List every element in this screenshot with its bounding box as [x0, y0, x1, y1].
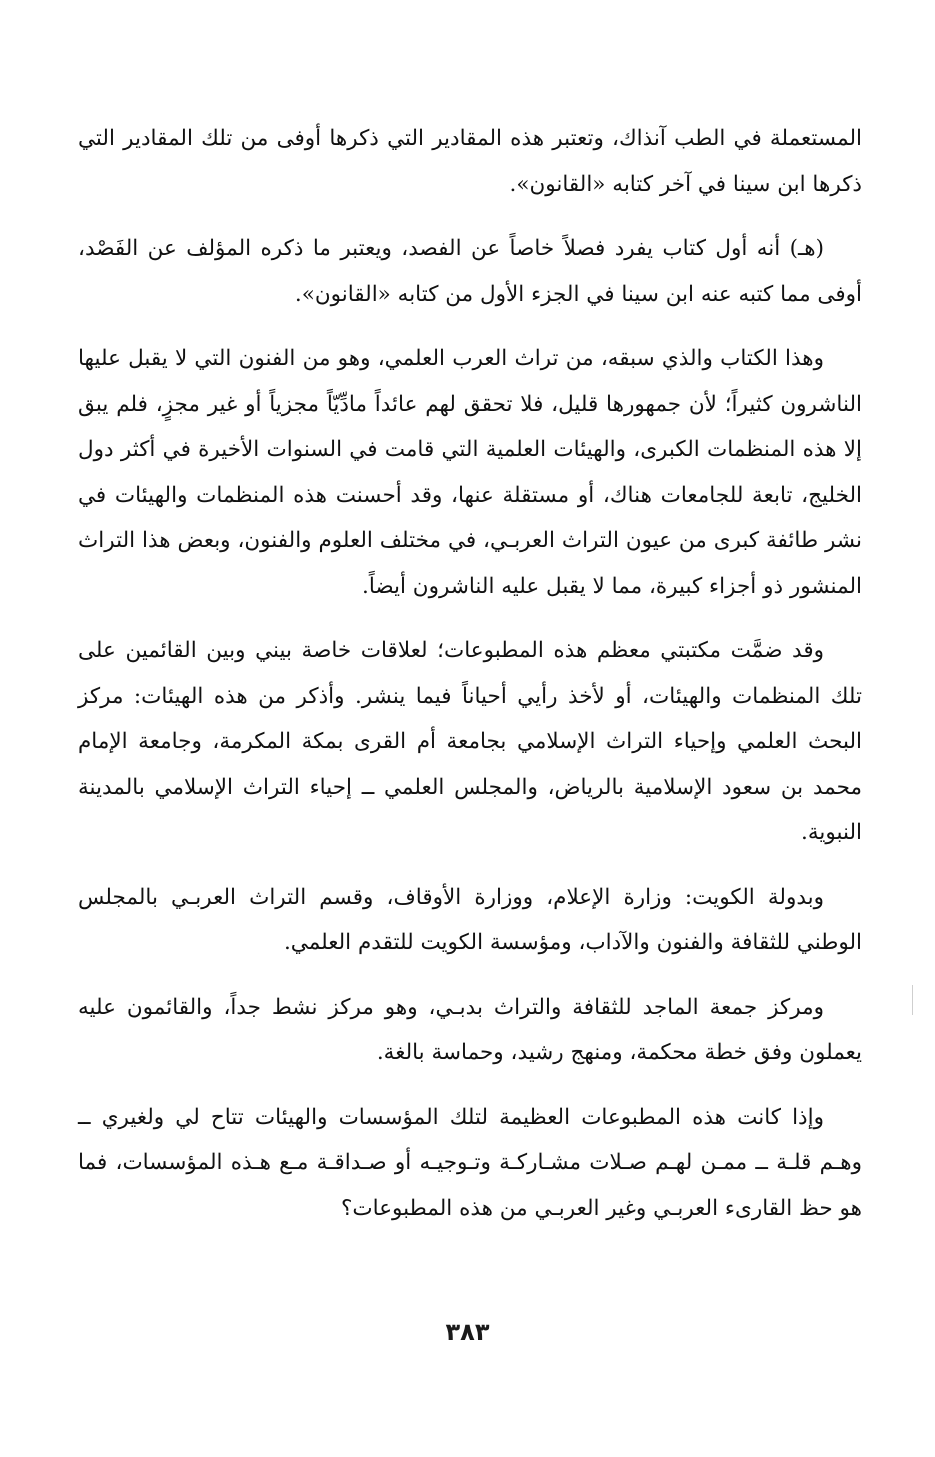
paragraph-library-holdings: وقد ضمَّت مكتبتي معظم هذه المطبوعات؛ لعلاقات خاصة بيني وبين القائمين على تلك المنظمات والهيئات، أو لأخذ رأيي أحياناً فيما ينشر. وأذكر من هذه الهيئات: مركز البحث العلمي وإحياء التراث الإسلامي بجامعة أم القرى بمكة المكرمة، وجامعة الإمام محمد بن سعود الإسلامية بالرياض، والمجلس العلمي ــ إحياء التراث الإسلامي بالمدينة النبوية.	[78, 638, 862, 845]
paragraph-item-he: (هـ) أنه أول كتاب يفرد فصلاً خاصاً عن الفصد، ويعتبر ما ذكره المؤلف عن الفَصْد، أوفى مما كتبه عنه ابن سينا في الجزء الأول من كتابه «القانون».	[78, 236, 862, 307]
paragraph-closing-question: وإذا كانت هذه المطبوعات العظيمة لتلك المؤسسات والهيئات تتاح لي ولغيري ــ وهـم قلـة ــ ممـن لهـم صـلات مشـاركـة وتـوجيـه أو صـداقـة مـع هـذه المؤسسات، فما هو حظ القارىء العربـي وغير العربـي من هذه المطبوعات؟	[78, 1104, 862, 1221]
page-number: ٣٨٣	[445, 1318, 490, 1346]
body-text	[78, 116, 862, 1250]
paragraph-heritage-publishing: وهذا الكتاب والذي سبقه، من تراث العرب العلمي، وهو من الفنون التي لا يقبل عليها الناشرون كثيراً؛ لأن جمهورها قليل، فلا تحقق لهم عائداً مادِّيّاً مجزياً أو غير مجزٍ، فلم يبق إلا هذه المنظمات الكبرى، والهيئات العلمية التي قامت في السنوات الأخيرة في أكثر دول الخليج، تابعة للجامعات هناك، أو مستقلة عنها، وقد أحسنت هذه المنظمات والهيئات في نشر طائفة كبرى من عيون التراث العربـي، في مختلف العلوم والفنون، وبعض هذا التراث المنشور ذو أجزاء كبيرة، مما لا يقبل عليه الناشرون أيضاً.	[78, 346, 862, 599]
paragraph-kuwait: وبدولة الكويت: وزارة الإعلام، ووزارة الأوقاف، وقسم التراث العربـي بالمجلس الوطني للثقافة والفنون والآداب، ومؤسسة الكويت للتقدم العلمي.	[78, 884, 862, 955]
paragraph-juma-almajid-center: ومركز جمعة الماجد للثقافة والتراث بدبـي، وهو مركز نشط جداً، والقائمون عليه يعملون وفق خطة محكمة، ومنهج رشيد، وحماسة بالغة.	[78, 994, 862, 1065]
paragraph-continuation: المستعملة في الطب آنذاك، وتعتبر هذه المقادير التي ذكرها أوفى من تلك المقادير التي ذكرها ابن سينا في آخر كتابه «القانون».	[78, 126, 862, 197]
margin-mark	[912, 985, 913, 1015]
